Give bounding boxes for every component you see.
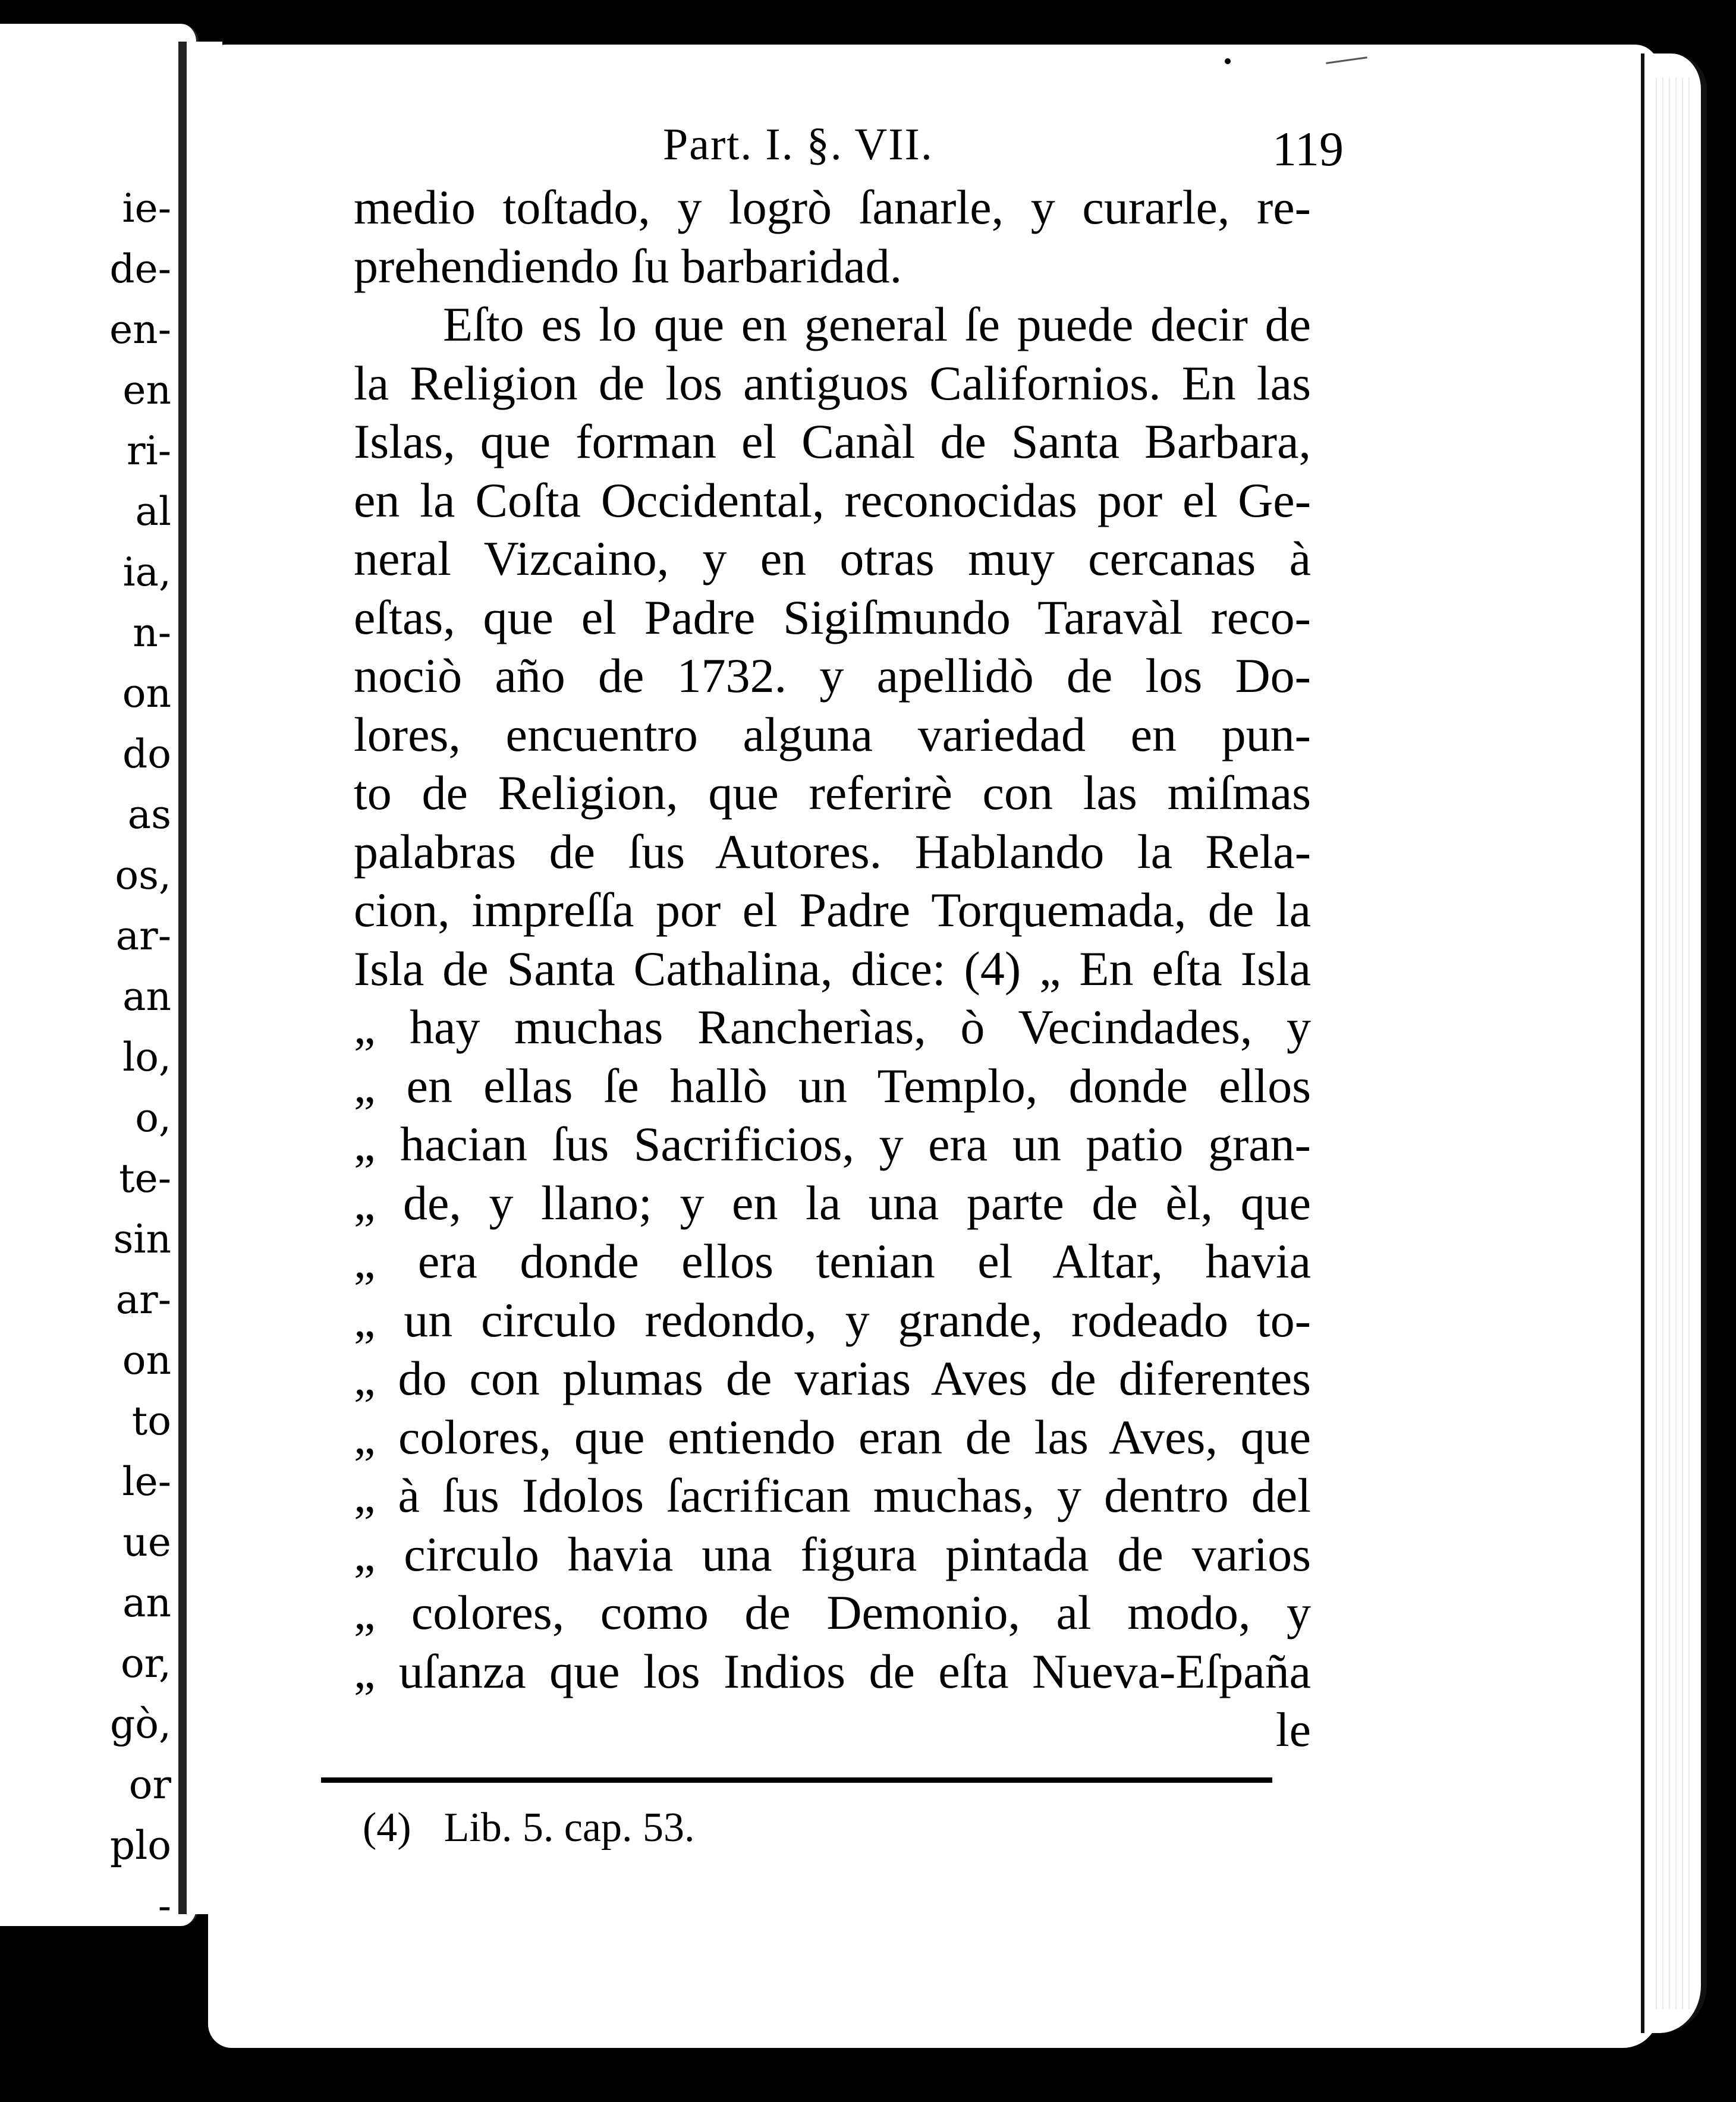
left-fragment: an [122,1580,171,1626]
left-fragment: al [135,489,171,534]
left-fragment: ri- [127,428,171,474]
text-line: „ circulo havia una figura pintada de varios [354,1527,1311,1581]
text-line: lores, encuentro alguna variedad en pun- [354,707,1311,761]
left-fragment: te- [119,1156,171,1201]
text-line: „ hay muchas Rancherìas, ò Vecindades, y [354,1000,1311,1054]
left-fragment: plo [109,1823,171,1868]
text-line: palabras de ſus Autores. Hablando la Rela- [354,824,1311,879]
left-fragment: ia, [122,549,171,595]
page-text-block [354,113,1344,1760]
text-line: „ de, y llano; y en la una parte de èl, que [354,1175,1311,1230]
footnote [363,1804,727,1852]
footnote-text: Lib. 5. cap. 53. [444,1805,695,1851]
text-line: „ colores, como de Demonio, al modo, y [354,1585,1311,1640]
text-line: Eſto es lo que en general ſe puede decir de [443,297,1311,351]
left-fragment: on [122,1338,171,1383]
left-fragment: an [122,974,171,1019]
text-line: nociò año de 1732. y apellidò de los Do- [354,649,1311,703]
text-line: „ colores, que entiendo eran de las Aves, que [354,1409,1311,1464]
left-fragment: or, [120,1641,171,1686]
left-fragment: o, [135,1095,171,1141]
left-fragment: os, [115,852,171,898]
footnote-marker: (4) [363,1805,411,1851]
left-fragment: ie- [122,185,171,231]
text-line: „ era donde ellos tenian el Altar, havia [354,1234,1311,1288]
footnote-rule [321,1777,1272,1783]
running-title: Part. I. §. VII. [663,119,933,169]
text-line: „ un circulo redondo, y grande, rodeado to- [354,1292,1311,1347]
left-page-text-fragments [0,178,178,1937]
left-fragment: de- [109,246,171,292]
text-line: eſtas, que el Padre Sigiſmundo Taravàl reco- [354,590,1311,644]
text-line: to de Religion, que referirè con las miſmas [354,766,1311,820]
left-fragment: n- [133,610,171,656]
text-line: „ uſanza que los Indios de eſta Nueva-Eſpaña [354,1644,1311,1698]
text-line: en la Coſta Occidental, reconocidas por el Ge- [354,473,1311,527]
page-fore-edge [1641,54,1707,2033]
left-fragment: en [122,367,171,413]
text-line: „ do con plumas de varias Aves de diferentes [354,1351,1311,1405]
text-line: „ en ellas ſe hallò un Templo, donde ellos [354,1058,1311,1113]
left-fragment: sin [113,1216,171,1262]
left-fragment: en- [109,307,171,353]
left-fragment: as [127,792,171,838]
body-text [354,178,1311,1701]
text-line: „ à ſus Idolos ſacrifican muchas, y dentro del [354,1468,1311,1522]
left-fragment: lo, [122,1034,171,1080]
left-fragment: ue [122,1519,171,1565]
left-fragment: or [128,1762,171,1808]
text-line: „ hacian ſus Sacrificios, y era un patio gran- [354,1117,1311,1171]
left-fragment: to [131,1398,171,1444]
left-fragment: do [122,731,171,777]
left-fragment: on [122,671,171,716]
page-number: 119 [1272,122,1344,176]
ink-speck [1225,58,1231,64]
text-line: Islas, que forman el Canàl de Santa Barbara, [354,414,1311,468]
catchword: le [1275,1703,1311,1757]
text-line: cion, impreſſa por el Padre Torquemada, de la [354,883,1311,937]
text-line: prehendiendo ſu barbaridad. [354,238,902,293]
text-line: Isla de Santa Cathalina, dice: (4) „ En eſta Isla [354,941,1311,996]
text-line: la Religion de los antiguos Californios. En las [354,355,1311,410]
text-line: medio toſtado, y logrò ſanarle, y curarle, re- [354,180,1311,234]
left-fragment: le- [122,1459,171,1505]
left-fragment: - [158,1883,171,1929]
running-header [354,113,1344,178]
left-fragment: ar- [115,1277,171,1323]
left-fragment: gò, [110,1701,171,1747]
text-line: neral Vizcaino, y en otras muy cercanas à [354,531,1311,586]
left-fragment: ar- [115,913,171,959]
